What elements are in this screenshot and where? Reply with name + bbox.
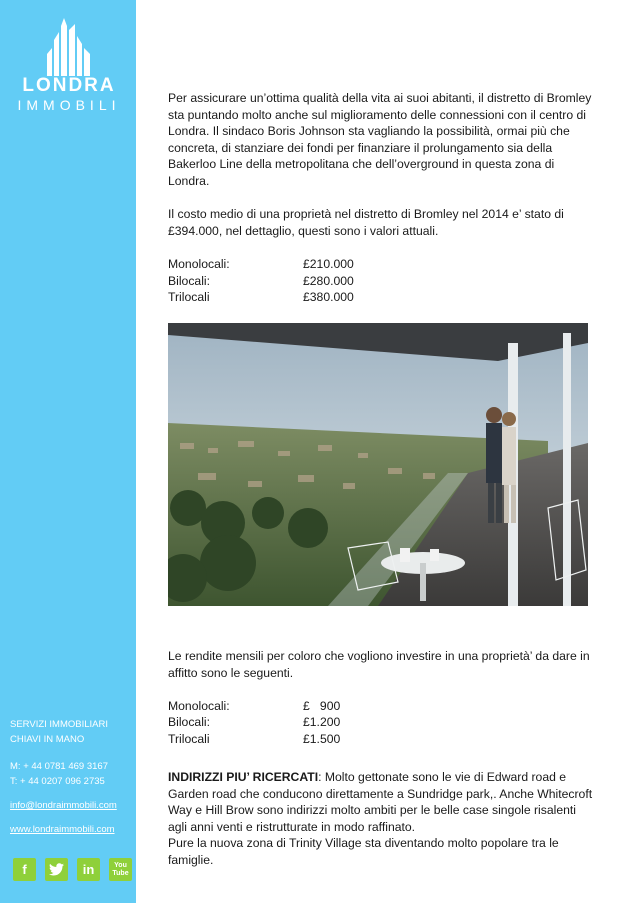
price-label: Bilocali:	[168, 273, 210, 288]
youtube-icon[interactable]	[109, 858, 132, 881]
skyline-icon	[44, 18, 96, 76]
price-row	[168, 256, 598, 273]
price-row	[168, 289, 598, 306]
intro-section	[168, 90, 598, 306]
rent-value: £1.500	[303, 731, 341, 746]
rent-paragraph: Le rendite mensili per coloro che vogliono investire in una proprietà’ da dare in affitto sono le seguenti.	[168, 649, 590, 680]
youtube-label-bottom: Tube	[112, 869, 129, 877]
rent-row	[168, 714, 598, 731]
logo-subtitle: IMMOBILI	[17, 97, 121, 113]
rent-section	[168, 648, 598, 748]
youtube-label-top: You	[114, 861, 127, 869]
rent-row	[168, 731, 598, 748]
trinity-village-paragraph: Pure la nuova zona di Trinity Village sta diventando molto popolare tra le famiglie.	[168, 836, 559, 867]
price-label: Trilocali	[168, 290, 210, 305]
social-links	[13, 858, 132, 881]
facebook-icon[interactable]: f	[13, 858, 36, 881]
price-value: £280.000	[303, 273, 354, 288]
website-link[interactable]: www.londraimmobili.com	[10, 824, 115, 835]
twitter-icon[interactable]	[45, 858, 68, 881]
price-value: £210.000	[303, 256, 354, 271]
rent-label: Bilocali:	[168, 715, 210, 730]
addresses-heading: INDIRIZZI PIU’ RICERCATI	[168, 770, 319, 784]
balcony-photo	[168, 323, 588, 606]
tagline-services: SERVIZI IMMOBILIARI	[10, 719, 109, 730]
price-value: £380.000	[303, 290, 354, 305]
mobile-number: M: + 44 0781 469 3167	[10, 761, 108, 772]
addresses-section	[168, 769, 598, 869]
logo	[10, 18, 128, 113]
email-link[interactable]: info@londraimmobili.com	[10, 800, 117, 811]
logo-name: LONDRA	[22, 75, 116, 96]
twitter-bird-icon	[49, 863, 64, 876]
sidebar	[0, 0, 136, 903]
linkedin-icon[interactable]: in	[77, 858, 100, 881]
rent-value: £1.200	[303, 715, 341, 730]
rent-row	[168, 698, 598, 715]
phone-number: T: + 44 0207 096 2735	[10, 776, 105, 787]
tagline-turnkey: CHIAVI IN MANO	[10, 734, 85, 745]
rent-label: Monolocali:	[168, 698, 230, 713]
intro-paragraph: Per assicurare un’ottima qualità della vita ai suoi abitanti, il distretto di Bromley sta puntando molto anche sul miglioramento delle connessioni con il centro di Londra. Il sindaco Boris Johnson sta vagliando la possibilità, ormai più che concreta, di stanziare dei fondi per finanziare il prolungamento sia della Bakerloo Line della metropolitana che dell’overground in questa zona di Londra.	[168, 91, 592, 188]
price-row	[168, 273, 598, 290]
price-label: Monolocali:	[168, 256, 230, 271]
rent-label: Trilocali	[168, 731, 210, 746]
addresses-paragraph	[168, 769, 598, 835]
contact-block	[10, 717, 134, 837]
average-cost-paragraph: Il costo medio di una proprietà nel distretto di Bromley nel 2014 e’ stato di £394.000, nel dettaglio, questi sono i valori attuali.	[168, 207, 564, 238]
addresses-text: : Molto gettonate sono le vie di Edward road e Garden road che conducono direttamente a Sundridge park,. Anche Whitecroft Way e Hill Brow sono indirizzi molto ambiti per le belle case singole risalenti agli anni venti e ristrutturate in modo raffinato.	[168, 770, 593, 834]
rent-value: £ 900	[303, 698, 341, 713]
